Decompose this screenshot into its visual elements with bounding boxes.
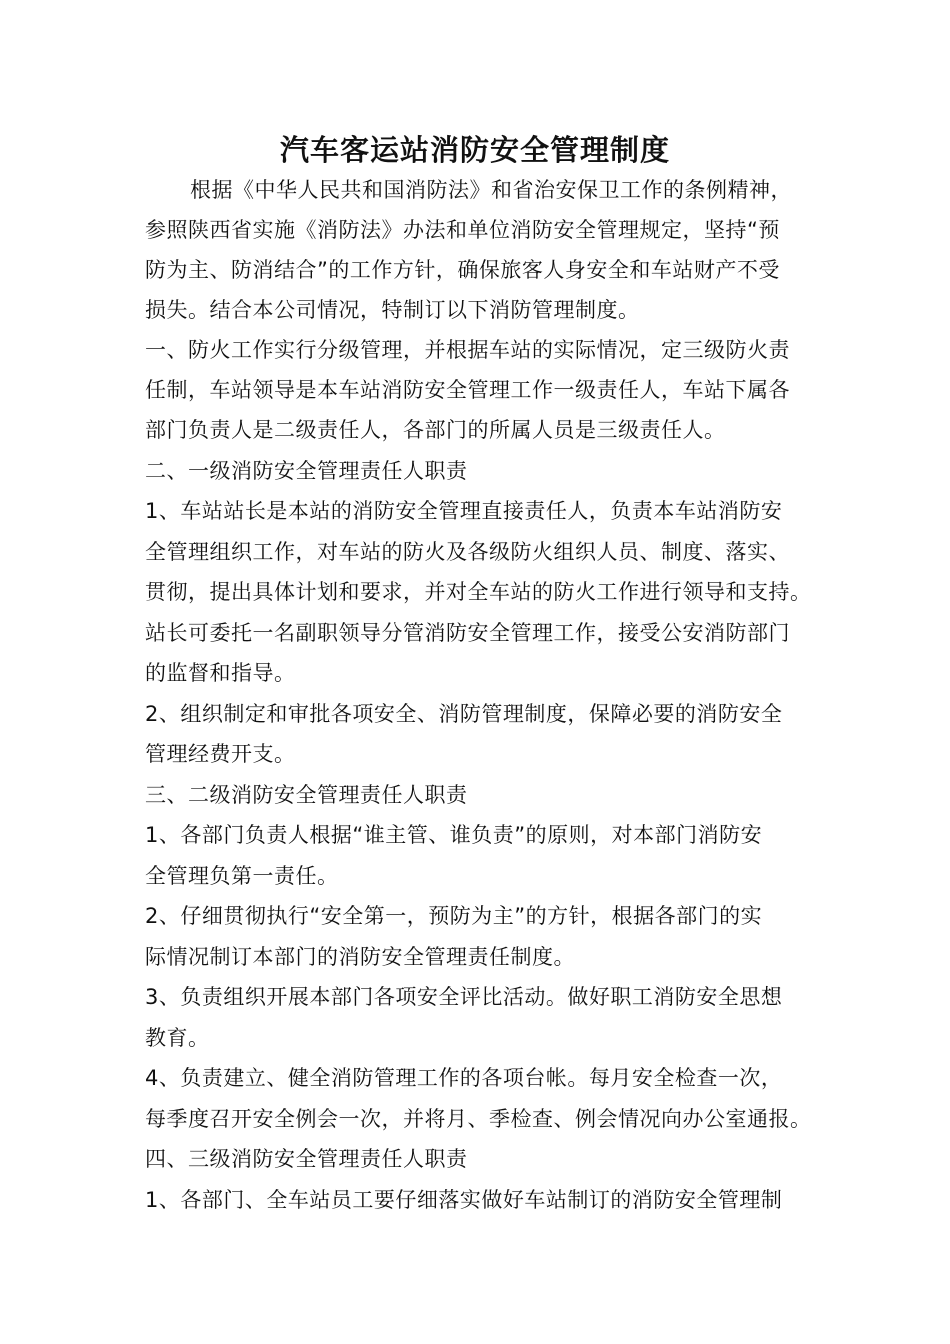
paragraph-line: 一、防火工作实行分级管理，并根据车站的实际情况，定三级防火责 (145, 338, 790, 362)
paragraph-line: 教育。 (145, 1026, 210, 1050)
paragraph-line: 4、负责建立、健全消防管理工作的各项台帐。每月安全检查一次， (145, 1066, 783, 1090)
paragraph-line: 1、各部门负责人根据“谁主管、谁负责”的原则，对本部门消防安 (145, 823, 763, 847)
paragraph-line: 全管理负第一责任。 (145, 864, 339, 888)
paragraph-line: 部门负责人是二级责任人，各部门的所属人员是三级责任人。 (145, 418, 726, 442)
paragraph-line: 管理经费开支。 (145, 742, 296, 766)
paragraph-line: 2、组织制定和审批各项安全、消防管理制度，保障必要的消防安全 (145, 702, 783, 726)
paragraph-line: 3、负责组织开展本部门各项安全评比活动。做好职工消防安全思想 (145, 985, 783, 1009)
paragraph-line: 的监督和指导。 (145, 661, 296, 685)
paragraph-line: 际情况制订本部门的消防安全管理责任制度。 (145, 945, 575, 969)
paragraph-line: 全管理组织工作，对车站的防火及各级防火组织人员、制度、落实、 (145, 540, 790, 564)
paragraph-line: 站长可委托一名副职领导分管消防安全管理工作，接受公安消防部门 (145, 621, 790, 645)
paragraph-line: 1、各部门、全车站员工要仔细落实做好车站制订的消防安全管理制 (145, 1188, 783, 1212)
paragraph-line: 1、车站站长是本站的消防安全管理直接责任人，负责本车站消防安 (145, 499, 783, 523)
section-heading: 三、二级消防安全管理责任人职责 (145, 783, 468, 807)
paragraph-line: 2、仔细贯彻执行“安全第一，预防为主”的方针，根据各部门的实 (145, 904, 763, 928)
section-heading: 二、一级消防安全管理责任人职责 (145, 459, 468, 483)
document-title: 汽车客运站消防安全管理制度 (279, 133, 670, 167)
section-heading: 四、三级消防安全管理责任人职责 (145, 1147, 468, 1171)
paragraph-line: 每季度召开安全例会一次，并将月、季检查、例会情况向办公室通报。 (145, 1107, 812, 1131)
paragraph-line: 任制，车站领导是本车站消防安全管理工作一级责任人，车站下属各 (145, 378, 790, 402)
paragraph-line: 损失。结合本公司情况，特制订以下消防管理制度。 (145, 298, 640, 322)
paragraph-line: 贯彻，提出具体计划和要求，并对全车站的防火工作进行领导和支持。 (145, 580, 812, 604)
paragraph-line: 防为主、防消结合”的工作方针，确保旅客人身安全和车站财产不受 (145, 258, 780, 282)
paragraph-line: 根据《中华人民共和国消防法》和省治安保卫工作的条例精神， (190, 178, 792, 202)
paragraph-line: 参照陕西省实施《消防法》办法和单位消防安全管理规定，坚持“预 (145, 218, 780, 242)
